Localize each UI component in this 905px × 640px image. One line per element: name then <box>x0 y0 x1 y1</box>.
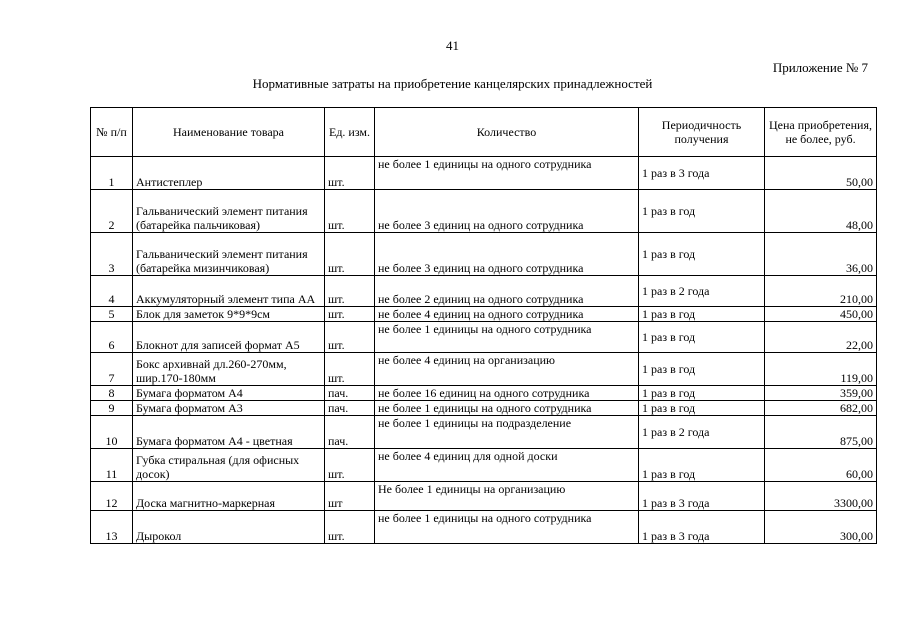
cell-qty: не более 4 единиц на организацию <box>375 353 639 386</box>
table-row <box>91 307 877 322</box>
cell-period: 1 раз в год <box>639 307 765 322</box>
cell-num: 5 <box>91 307 133 322</box>
table-row <box>91 416 877 449</box>
cell-period: 1 раз в год <box>639 386 765 401</box>
cell-qty: не более 3 единиц на одного сотрудника <box>375 190 639 233</box>
header-period: Периодичность получения <box>639 108 765 157</box>
cell-num: 11 <box>91 449 133 482</box>
cell-period: 1 раз в 3 года <box>639 157 765 190</box>
cell-name: Бумага форматом А3 <box>133 401 325 416</box>
cell-unit: шт. <box>325 276 375 307</box>
cell-name: Аккумуляторный элемент типа АА <box>133 276 325 307</box>
cell-num: 9 <box>91 401 133 416</box>
cell-num: 3 <box>91 233 133 276</box>
cell-price: 359,00 <box>765 386 877 401</box>
cell-num: 1 <box>91 157 133 190</box>
cell-qty: не более 1 единицы на одного сотрудника <box>375 157 639 190</box>
cell-period: 1 раз в 2 года <box>639 416 765 449</box>
cell-unit: пач. <box>325 386 375 401</box>
cell-period: 1 раз в 3 года <box>639 511 765 544</box>
cell-unit: шт. <box>325 307 375 322</box>
cell-period: 1 раз в год <box>639 353 765 386</box>
cell-name: Бокс архивнай дл.260-270мм, шир.170-180мм <box>133 353 325 386</box>
cell-qty: не более 4 единиц для одной доски <box>375 449 639 482</box>
header-qty: Количество <box>375 108 639 157</box>
cell-price: 682,00 <box>765 401 877 416</box>
cell-name: Гальванический элемент питания (батарейка мизинчиковая) <box>133 233 325 276</box>
header-name: Наименование товара <box>133 108 325 157</box>
cell-unit: пач. <box>325 401 375 416</box>
table-row <box>91 157 877 190</box>
cell-name: Антистеплер <box>133 157 325 190</box>
table-row <box>91 276 877 307</box>
cell-name: Бумага форматом А4 - цветная <box>133 416 325 449</box>
table-header-row <box>91 108 877 157</box>
cell-num: 4 <box>91 276 133 307</box>
document-title: Нормативные затраты на приобретение канцелярских принадлежностей <box>252 76 653 91</box>
cell-price: 3300,00 <box>765 482 877 511</box>
table-row <box>91 233 877 276</box>
cell-qty: не более 1 единицы на одного сотрудника <box>375 401 639 416</box>
cell-unit: шт. <box>325 233 375 276</box>
cell-qty: не более 1 единицы на одного сотрудника <box>375 322 639 353</box>
cell-unit: шт. <box>325 511 375 544</box>
cell-period: 1 раз в год <box>639 233 765 276</box>
table-row <box>91 386 877 401</box>
cell-num: 6 <box>91 322 133 353</box>
cell-qty: не более 1 единицы на подразделение <box>375 416 639 449</box>
cell-period: 1 раз в год <box>639 190 765 233</box>
cell-unit: шт. <box>325 449 375 482</box>
cell-unit: шт <box>325 482 375 511</box>
table-row <box>91 401 877 416</box>
norm-costs-table <box>90 107 877 544</box>
table-row <box>91 482 877 511</box>
header-num: № п/п <box>91 108 133 157</box>
header-unit: Ед. изм. <box>325 108 375 157</box>
cell-qty: не более 1 единицы на одного сотрудника <box>375 511 639 544</box>
appendix-label: Приложение № 7 <box>772 60 868 75</box>
cell-num: 12 <box>91 482 133 511</box>
cell-price: 210,00 <box>765 276 877 307</box>
cell-period: 1 раз в 2 года <box>639 276 765 307</box>
cell-num: 7 <box>91 353 133 386</box>
cell-name: Дырокол <box>133 511 325 544</box>
table-row <box>91 449 877 482</box>
cell-period: 1 раз в год <box>639 449 765 482</box>
cell-price: 875,00 <box>765 416 877 449</box>
page-number: 41 <box>446 38 459 53</box>
cell-price: 450,00 <box>765 307 877 322</box>
cell-num: 10 <box>91 416 133 449</box>
cell-name: Гальванический элемент питания (батарейка пальчиковая) <box>133 190 325 233</box>
cell-price: 50,00 <box>765 157 877 190</box>
cell-qty: Не более 1 единицы на организацию <box>375 482 639 511</box>
cell-num: 8 <box>91 386 133 401</box>
cell-price: 119,00 <box>765 353 877 386</box>
cell-period: 1 раз в год <box>639 322 765 353</box>
cell-period: 1 раз в год <box>639 401 765 416</box>
cell-qty: не более 4 единиц на одного сотрудника <box>375 307 639 322</box>
cell-qty: не более 16 единиц на одного сотрудника <box>375 386 639 401</box>
cell-qty: не более 2 единиц на одного сотрудника <box>375 276 639 307</box>
cell-period: 1 раз в 3 года <box>639 482 765 511</box>
table-row <box>91 322 877 353</box>
cell-unit: шт. <box>325 190 375 233</box>
cell-name: Доска магнитно-маркерная <box>133 482 325 511</box>
table-row <box>91 190 877 233</box>
cell-qty: не более 3 единиц на одного сотрудника <box>375 233 639 276</box>
cell-name: Блок для заметок 9*9*9см <box>133 307 325 322</box>
cell-price: 300,00 <box>765 511 877 544</box>
table-row <box>91 511 877 544</box>
cell-price: 22,00 <box>765 322 877 353</box>
cell-name: Губка стиральная (для офисных досок) <box>133 449 325 482</box>
cell-unit: пач. <box>325 416 375 449</box>
table-row <box>91 353 877 386</box>
cell-name: Блокнот для записей формат А5 <box>133 322 325 353</box>
cell-num: 13 <box>91 511 133 544</box>
cell-unit: шт. <box>325 157 375 190</box>
cell-price: 36,00 <box>765 233 877 276</box>
cell-num: 2 <box>91 190 133 233</box>
cell-price: 48,00 <box>765 190 877 233</box>
cell-name: Бумага форматом А4 <box>133 386 325 401</box>
header-price: Цена приобретения, не более, руб. <box>765 108 877 157</box>
cell-unit: шт. <box>325 322 375 353</box>
cell-price: 60,00 <box>765 449 877 482</box>
cell-unit: шт. <box>325 353 375 386</box>
